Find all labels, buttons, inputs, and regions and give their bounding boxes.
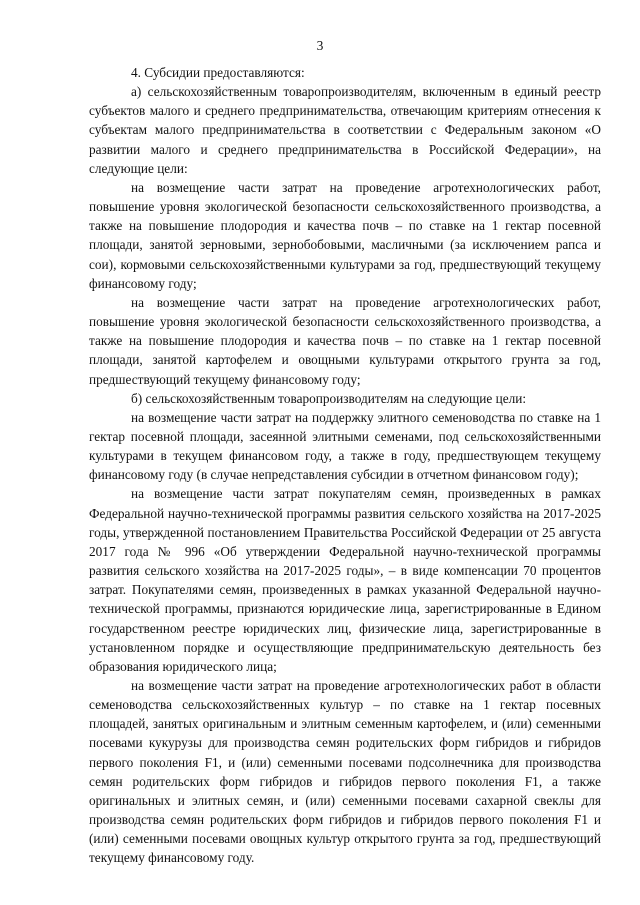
paragraph-a-goal-potato-vegetables: на возмещение части затрат на проведение агротехнологических работ, повышение уровня экологической безопасности сельскохозяйственного производства, а также на повышение плодородия и качества почв – по ставке на 1 гектар посевной площади, занятой картофелем и овощными культурами открытого грунта за год, предшествующий текущему финансовому году;	[89, 294, 601, 387]
paragraph-a-goal-grain-crops: на возмещение части затрат на проведение агротехнологических работ, повышение уровня экологической безопасности сельскохозяйственного производства, а также на повышение плодородия и качества почв – по ставке на 1 гектар посевной площади, занятой зерновыми, зернобобовыми, масличными (за исключением рапса и сои), кормовыми сельскохозяйственными культурами за год, предшествующий текущему финансовому году;	[89, 179, 601, 291]
paragraph-subclause-b: б) сельскохозяйственным товаропроизводителям на следующие цели:	[131, 390, 527, 406]
page-number: 3	[316, 38, 324, 53]
document-body	[89, 63, 601, 868]
paragraph-subclause-a: а) сельскохозяйственным товаропроизводителям, включенным в единый реестр субъектов малого и среднего предпринимательства, отвечающим критериям отнесения к субъектам малого предпринимательства в соответствии с Федеральным законом «О развитии малого и среднего предпринимательства в Российской Федерации», на следующие цели:	[89, 84, 601, 176]
paragraph-b-goal-seed-buyers: на возмещение части затрат покупателям семян, произведенных в рамках Федеральной научно-технической программы развития сельского хозяйства на 2017-2025 годы, утвержденной постановлением Правительства Российской Федерации от 25 августа 2017 года № 996 «Об утверждении Федеральной научно-технической программы развития сельского хозяйства на 2017-2025 годы», – в виде компенсации 70 процентов затрат. Покупателями семян, произведенных в рамках указанной Федеральной научно-технической программы, признаются юридические лица, зарегистрированные в Едином государственном реестре юридических лиц, физические лица, зарегистрированные в установленном порядке и осуществляющие предпринимательскую деятельность без образования юридического лица;	[89, 486, 601, 674]
paragraph-clause-4-heading: 4. Субсидии предоставляются:	[131, 65, 305, 80]
paragraph-b-goal-seed-production: на возмещение части затрат на проведение агротехнологических работ в области семеноводства сельскохозяйственных культур – по ставке на 1 гектар посевных площадей, занятых оригинальным и элитным семенным картофелем, и (или) семенными посевами кукурузы для производства семян родительских форм гибридов и гибридов первого поколения F1, и (или) семенными посевами подсолнечника для производства семян родительских форм гибридов и гибридов первого поколения F1, а также оригинальных и элитных семян, и (или) семенными посевами сахарной свеклы для производства семян родительских форм гибридов и гибридов первого поколения F1 и (или) семенными посевами овощных культур открытого грунта за год, предшествующий текущему финансовому году.	[89, 678, 601, 866]
paragraph-b-goal-elite-seeds: на возмещение части затрат на поддержку элитного семеноводства по ставке на 1 гектар посевной площади, засеянной элитными семенами, под сельскохозяйственными культурами в текущем финансовом году, а также в году, предшествующем текущему финансовому году (в случае непредставления субсидии в отчетном финансовом году);	[89, 409, 601, 483]
